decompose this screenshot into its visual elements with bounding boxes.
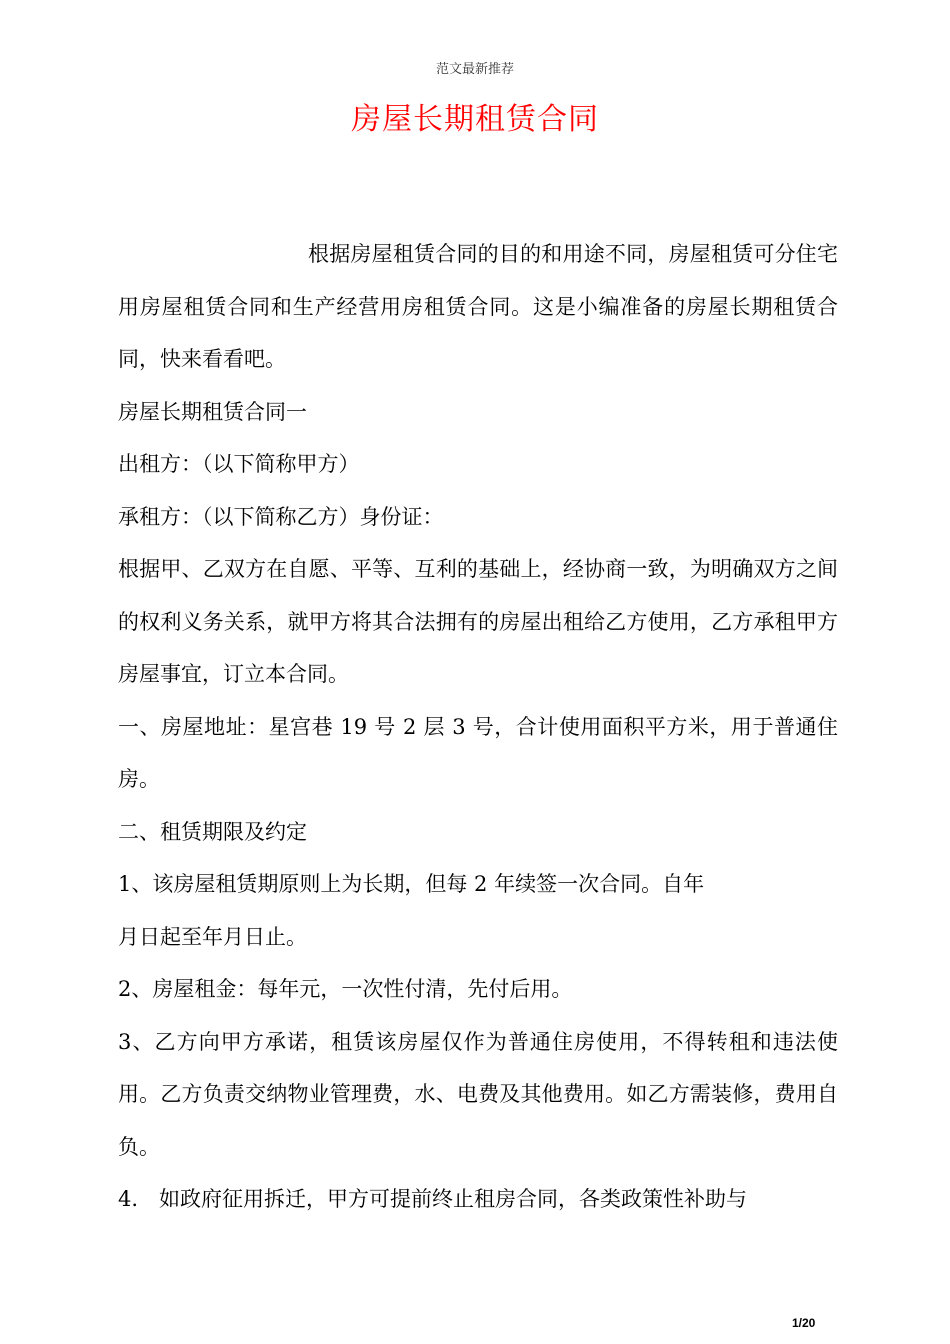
page-header: 范文最新推荐 xyxy=(435,62,514,77)
agreement-paragraph: 根据甲、乙双方在自愿、平等、互利的基础上，经协商一致，为明确双方之间的权利义务关系，就甲方将其合法拥有的房屋出租给乙方使用，乙方承租甲方房屋事宜，订立本合同。 xyxy=(118,557,838,686)
document-title: 房屋长期租赁合同 xyxy=(351,102,599,137)
clause-address: 一、房屋地址：星宫巷 19 号 2 层 3 号，合计使用面积平方米，用于普通住房。 xyxy=(118,714,838,791)
section-heading: 房屋长期租赁合同一 xyxy=(118,399,307,424)
clause-term-1-continued: 月日起至年月日止。 xyxy=(118,924,307,949)
clause-term-1: 1、该房屋租赁期原则上为长期，但每 2 年续签一次合同。自年 xyxy=(118,872,705,896)
clause-rent: 2、房屋租金：每年元，一次性付清，先付后用。 xyxy=(118,977,573,1001)
lessor-line: 出租方：（以下简称甲方） xyxy=(118,452,360,476)
clause-demolition: 4. 如政府征用拆迁，甲方可提前终止租房合同，各类政策性补助与 xyxy=(118,1187,748,1211)
clause-term-heading: 二、租赁期限及约定 xyxy=(118,819,307,844)
clause-usage: 3、乙方向甲方承诺，租赁该房屋仅作为普通住房使用，不得转租和违法使用。乙方负责交纳物业管理费，水、电费及其他费用。如乙方需装修，费用自负。 xyxy=(118,1029,838,1159)
document-body xyxy=(118,228,838,1226)
lessee-line: 承租方：（以下简称乙方）身份证： xyxy=(118,504,444,529)
intro-paragraph: 根据房屋租赁合同的目的和用途不同，房屋租赁可分住宅用房屋租赁合同和生产经营用房租赁合同。这是小编准备的房屋长期租赁合同，快来看看吧。 xyxy=(118,242,838,371)
page-number: 1/20 xyxy=(792,1316,816,1330)
